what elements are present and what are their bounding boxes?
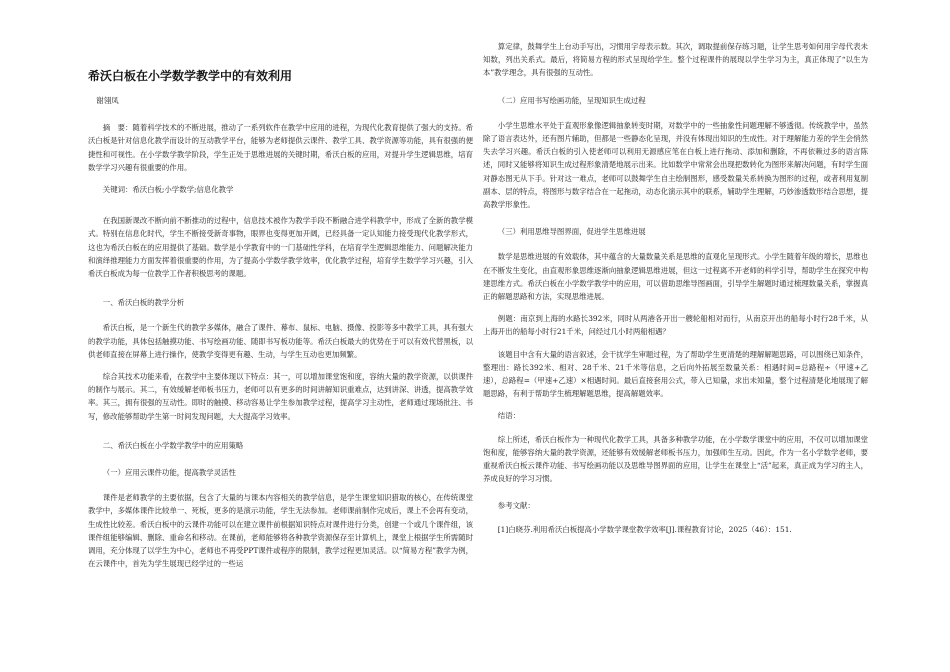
subsection2-paragraph: 小学生思维水平处于直观形象像逻辑抽象转变时期，对数学中的一些抽象性问题理解不够透彻。传统教学中，虽然除了语言表达外，还有图片辅助，但都是一些静态化呈现，并没有体现出知识的生成性。对于理解能力差的学生会悄然失去学习兴趣。希沃白板的引入使老师可以利用无源感应笔在白板上进行拖动、添加和删除，不再依赖过多的语言陈述，同时又能够将知识生成过程形象清楚地展示出来。比如数学中常常会出现把数转化为图形来解决问题，有时学生面对静态图无从下手。针对这一难点，老师可以鼓舞学生自主绘制图形，感受数量关系转换为图形的过程，或者利用复制副本、层的特点，将图形与数字结合在一起拖动，动态化演示其中的联系，辅助学生理解，巧妙渗透数形结合思想，提高教学形象性。 bbox=[483, 120, 868, 210]
subsection-heading-2: （二）应用书写绘画功能，呈现知识生成过程 bbox=[497, 95, 646, 105]
section1-paragraph-1: 希沃白板，是一个新生代的教学多媒体，融合了课件、幕布、鼠标、电脑、摄像、投影等多中教学工具，具有强大的教学功能，具体包括触摸功能、书写绘画功能、随即书写板功能等。希沃白板最大的优势在于可以有效代替黑板，以供老师直接在屏幕上进行操作，使教学变得更有趣、生动，与学生互动也更加频繁。 bbox=[88, 323, 473, 359]
abstract-paragraph: 摘 要：随着科学技术的不断进展，推动了一系列软件在教学中应用的进程，为现代化教育提供了强大的支持。希沃白板是针对信息化教学而设计的互动教学平台，能够为老师提供云课件、教学工具、教学资源等功能，具有很强的便捷性和可视性。在小学数学教学阶段，学生正处于思维进展的关键时期，希沃白板的应用，对提升学生逻辑思维，培育数学学习兴趣有很重要的作用。 bbox=[88, 123, 473, 172]
author-name: 谢翎凤 bbox=[96, 96, 119, 105]
subsection1-continued-paragraph: 算定律，鼓舞学生上台动手写出，习惯用字母表示数。其次，调取提前保存练习题，让学生思考如何用字母代表未知数，列出关系式。最后，将简易方程的形式呈现给学生。整个过程课件的展现以学生学习为主，真正体现了“以生为本”教学理念，具有很强的互动性。 bbox=[483, 42, 868, 78]
reference-item: [1]白晓芬.利用希沃白板提高小学数学课堂教学效率[J].课程教育讨论，2025（46）：151. bbox=[497, 524, 792, 534]
left-column bbox=[88, 40, 473, 579]
section-heading-2: 二、希沃白板在小学数学教学中的应用策略 bbox=[102, 440, 244, 450]
example-problem: 例题：南京到上海的水路长392米，同时从两港各开出一艘轮船相对而行，从南京开出的船每小时行28千米，从上海开出的船每小时行21千米，问经过几小时两船相遇？ bbox=[483, 314, 868, 337]
paper-title: 希沃白板在小学数学教学中的有效利用 bbox=[88, 69, 293, 83]
section-heading-1: 一、希沃白板的教学分析 bbox=[102, 298, 185, 308]
conclusion-heading: 结语： bbox=[497, 411, 520, 421]
right-column bbox=[483, 40, 868, 536]
subsection-heading-1: （一）应用云课件功能，提高教学灵活性 bbox=[102, 468, 236, 478]
intro-paragraph: 在我国新课改不断向前不断推动的过程中，信息技术被作为教学手段不断融合进学科教学中，形成了全新的教学模式。特别在信息化时代，学生不断接受新奇事物，眼界也变得更加开阔，已经具备一定认知能力接受现代化教学形式，这也为希沃白板在的应用提供了基础。数学是小学教育中的一门基础性学科，在培育学生逻辑思维能力、问题解决能力和演绎推理能力方面发挥着很重要的作用，为了提高小学数学教学效率，优化教学过程，培育学生数学学习兴趣，引入希沃白板成为每一位教学工作者积极思考的课题。 bbox=[88, 216, 473, 279]
subsection1-paragraph: 课件是老师教学的主要依据，包含了大量的与课本内容相关的教学信息，是学生课堂知识猎取的核心，在传统课堂教学中，多媒体课件比较单一、死板，更多的是演示功能，学生无法参加。老师课前制作完成后，课上不会再有变动，生成性比较差。希沃白板中的云课件功能可以在建立课件前根据知识特点对课件进行分类，创建一个或几个课件组，该课件组能够编辑、删除、重命名和移动。在课前，老师能够将各种教学资源保存至计算机上，课堂上根据学生所需随时调用，充分体现了以学生为中心，老师也不再受PPT课件或程序的限制，教学过程更加灵活。以“简易方程”教学为例，在云课件中，首先为学生展现已经学过的一些运 bbox=[88, 493, 473, 569]
subsection3-paragraph: 数学是思维进展的有效载体，其中蕴含的大量数量关系是思维的直观化呈现形式。小学生随着年级的增长，思维也在不断发生变化，由直观形象思维逐渐向抽象逻辑思维进展，但这一过程离不开老师的科学引导，帮助学生在探究中构建思维方式。希沃白板在小学数学教学中的应用，可以借助思维导图画面，引导学生解题时通过梳理数量关系，掌握真正的解题思路和方法，实现思维进展。 bbox=[483, 252, 868, 302]
section1-paragraph-2: 综合其技术功能来看，在教学中主要体现以下特点：其一，可以增加课堂饱和度，容纳大量的教学资源，以供课件的制作与展示。其二，有效缓解老师板书压力，老师可以有更多的时间讲解知识重难点，达到讲深、讲透，提高教学效率。其三，拥有很强的互动性。即时的触摸、移动容易让学生参加教学过程，提高学习主动性，老师通过现场批注、书写，修改能够帮助学生第一时间发现问题，大大提高学习效率。 bbox=[88, 372, 473, 421]
example-explanation: 该题目中含有大量的语言叙述，会干扰学生审题过程，为了帮助学生更清楚的理解解题思路，可以围绕已知条件，整理出：路长392米、相对、28千米、21千米等信息，之后向外拓展至数量关系：相遇时间=总路程÷（甲速+乙速），总路程=（甲速+乙速）×相遇时间。最后直接套用公式，带入已知量，求出未知量，整个过程清楚化地展现了解题思路，有利于帮助学生梳理解题思维，提高解题效率。 bbox=[483, 349, 868, 399]
keywords-line: 关键词：希沃白板;小学数学;信息化教学 bbox=[102, 185, 234, 195]
subsection-heading-3: （三）利用思维导图界面，促进学生思维进展 bbox=[497, 227, 646, 237]
references-heading: 参考文献： bbox=[497, 501, 535, 511]
conclusion-paragraph: 综上所述，希沃白板作为一种现代化教学工具，具备多种教学功能，在小学数学课堂中的应用，不仅可以增加课堂饱和度，能够容纳大量的教学资源，还能够有效缓解老师板书压力，加强师生互动。因此，作为一名小学数学老师，要重视希沃白板云课件功能、书写绘画功能以及思维导图界面的应用，让学生在课堂上“活”起来，真正成为学习的主人，养成良好的学习习惯。 bbox=[483, 434, 868, 484]
